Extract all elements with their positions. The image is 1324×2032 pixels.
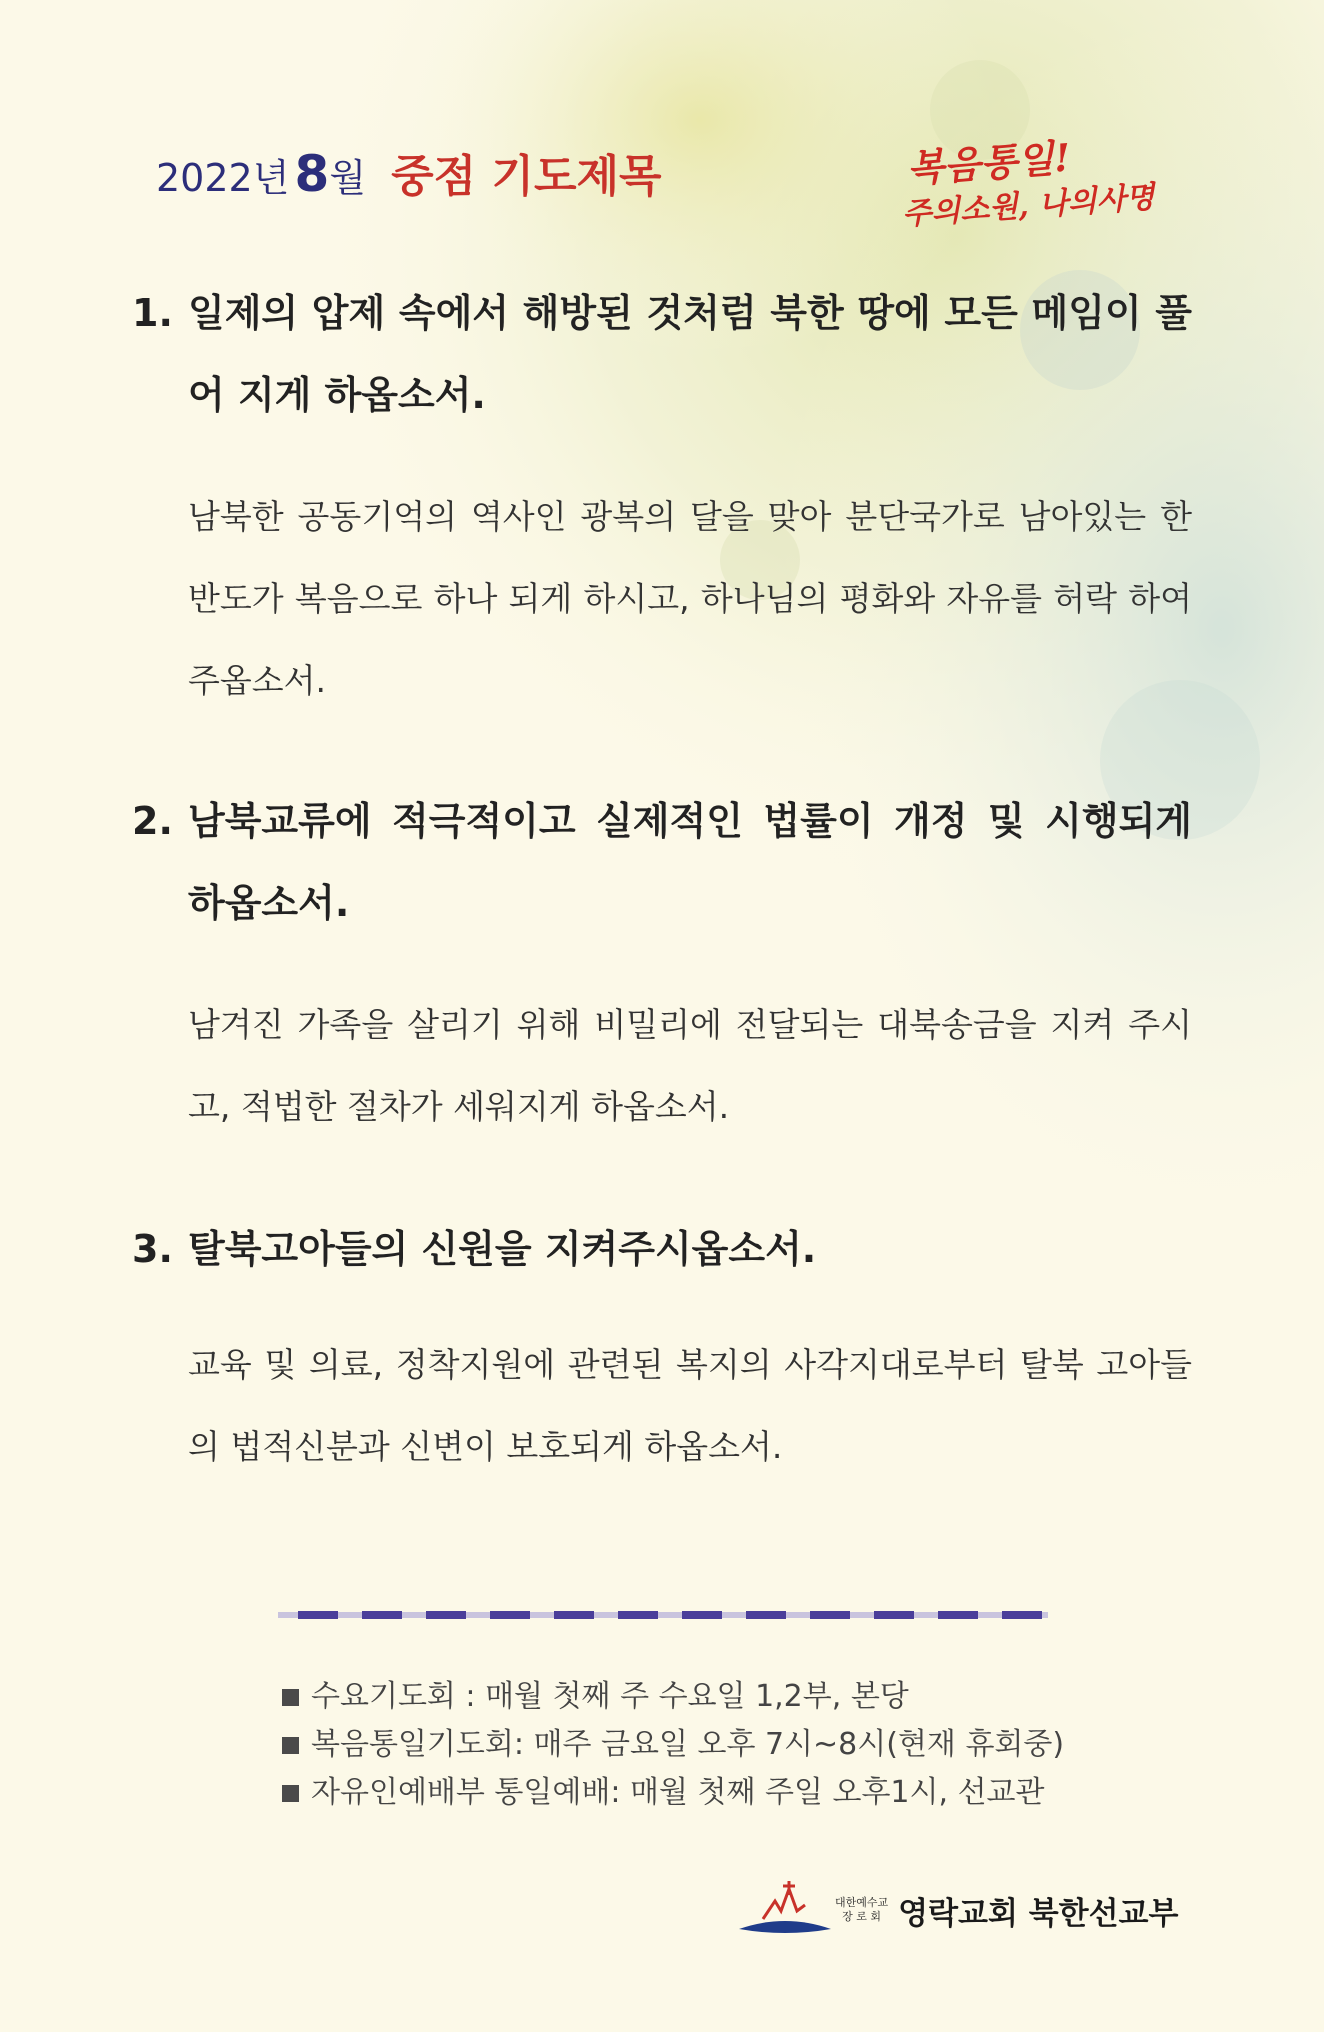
- title-month-unit: 월: [329, 156, 367, 200]
- schedule-item: [282, 1769, 1064, 1817]
- title-text: 중점 기도제목: [391, 151, 662, 202]
- title-month-number: 8: [294, 145, 330, 203]
- item-body: 교육 및 의료, 정착지원에 관련된 복지의 사각지대로부터 탈북 고아들의 법적신분과 신변이 보호되게 하옵소서.: [188, 1345, 1192, 1466]
- page-title: [156, 140, 661, 220]
- item-body: 남북한 공동기억의 역사인 광복의 달을 맞아 분단국가로 남아있는 한반도가 복음으로 하나 되게 하시고, 하나님의 평화와 자유를 허락 하여 주옵소서.: [188, 497, 1192, 700]
- title-year: 2022년: [156, 156, 290, 200]
- item-title: 일제의 압제 속에서 해방된 것처럼 북한 땅에 모든 메임이 풀어 지게 하옵소서.: [188, 291, 1192, 417]
- slogan-line-2: 주의소원, 나의사명: [901, 179, 1156, 233]
- decorative-divider: [278, 1609, 1048, 1621]
- denomination-line-1: 대한예수교: [835, 1896, 889, 1909]
- item-number: 2.: [132, 799, 173, 843]
- square-bullet-icon: [282, 1689, 299, 1706]
- schedule-text: 자유인예배부 통일예배: 매월 첫째 주일 오후1시, 선교관: [311, 1775, 1045, 1810]
- schedule-item: [282, 1673, 1064, 1721]
- church-logo: [735, 1875, 1178, 1945]
- schedule-text: 수요기도회 : 매월 첫째 주 수요일 1,2부, 본당: [311, 1679, 909, 1714]
- denomination-label: [835, 1896, 888, 1924]
- schedule-item: [282, 1721, 1064, 1769]
- item-number: 1.: [132, 291, 173, 335]
- item-title: 남북교류에 적극적이고 실제적인 법률이 개정 및 시행되게 하옵소서.: [188, 799, 1192, 925]
- prayer-item-1: [132, 272, 1192, 722]
- square-bullet-icon: [282, 1785, 299, 1802]
- prayer-item-2: [132, 780, 1192, 1148]
- slogan-line-1: 복음통일!: [905, 134, 1072, 191]
- denomination-line-2: 장 로 회: [842, 1910, 881, 1923]
- item-number: 3.: [132, 1227, 173, 1271]
- meeting-schedule: [282, 1673, 1064, 1817]
- prayer-item-3: [132, 1208, 1192, 1488]
- organization-name: 영락교회 북한선교부: [898, 1895, 1179, 1932]
- item-title: 탈북고아들의 신원을 지켜주시옵소서.: [188, 1227, 817, 1271]
- square-bullet-icon: [282, 1737, 299, 1754]
- church-emblem-icon: [735, 1875, 835, 1945]
- item-body: 남겨진 가족을 살리기 위해 비밀리에 전달되는 대북송금을 지켜 주시고, 적법한 절차가 세워지게 하옵소서.: [188, 1005, 1192, 1126]
- schedule-text: 복음통일기도회: 매주 금요일 오후 7시~8시(현재 휴회중): [311, 1727, 1065, 1762]
